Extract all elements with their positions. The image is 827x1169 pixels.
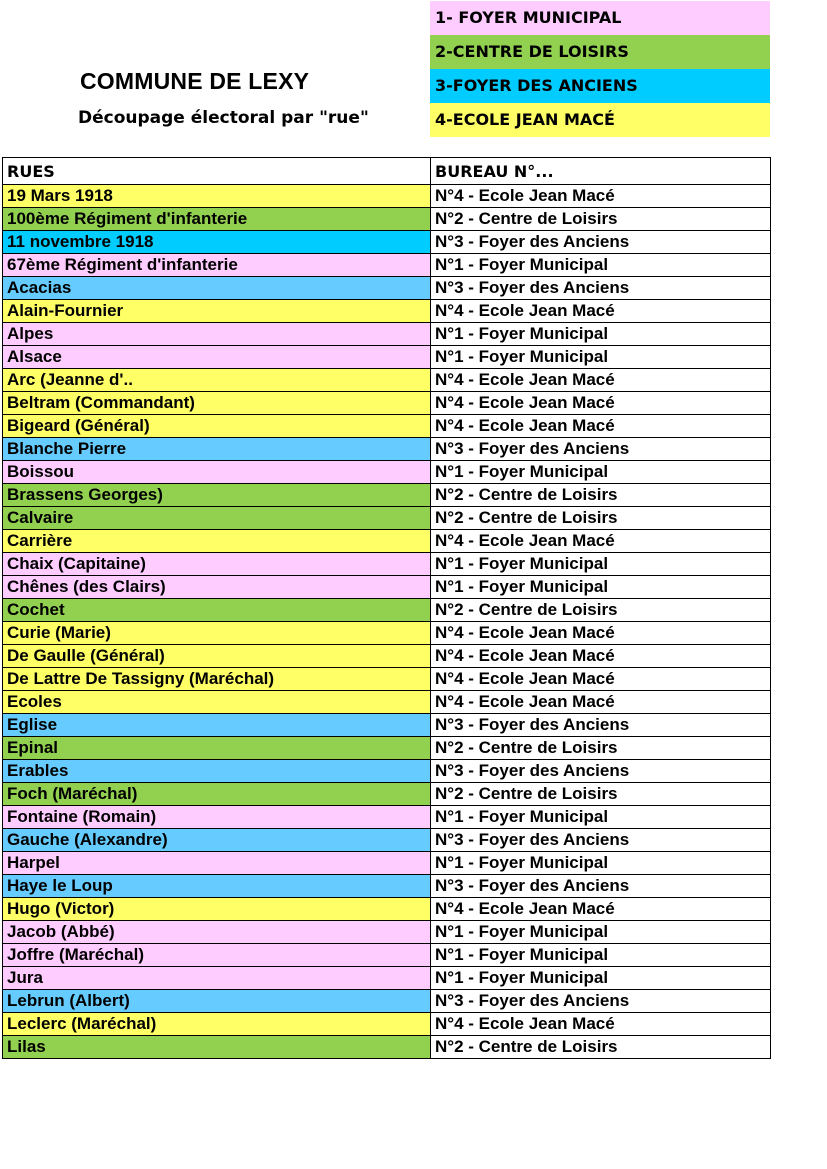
street-name-cell: Chaix (Capitaine): [3, 553, 431, 576]
table-row: [3, 921, 771, 944]
table-row: [3, 231, 771, 254]
street-name-cell: 11 novembre 1918: [3, 231, 431, 254]
street-name-cell: Eglise: [3, 714, 431, 737]
street-name-cell: Ecoles: [3, 691, 431, 714]
column-header-rues: RUES: [3, 158, 431, 185]
table-row: [3, 622, 771, 645]
table-row: [3, 346, 771, 369]
street-name-cell: Boissou: [3, 461, 431, 484]
polling-station-cell: N°2 - Centre de Loisirs: [431, 484, 771, 507]
table-row: [3, 852, 771, 875]
table-row: [3, 1036, 771, 1059]
table-header-row: [3, 158, 771, 185]
table-row: [3, 438, 771, 461]
polling-station-cell: N°1 - Foyer Municipal: [431, 806, 771, 829]
polling-station-cell: N°1 - Foyer Municipal: [431, 921, 771, 944]
polling-station-cell: N°2 - Centre de Loisirs: [431, 737, 771, 760]
polling-station-cell: N°3 - Foyer des Anciens: [431, 231, 771, 254]
table-row: [3, 806, 771, 829]
polling-station-cell: N°4 - Ecole Jean Macé: [431, 1013, 771, 1036]
polling-station-cell: N°4 - Ecole Jean Macé: [431, 645, 771, 668]
polling-station-cell: N°2 - Centre de Loisirs: [431, 1036, 771, 1059]
street-name-cell: Gauche (Alexandre): [3, 829, 431, 852]
table-row: [3, 645, 771, 668]
table-row: [3, 944, 771, 967]
street-name-cell: Lilas: [3, 1036, 431, 1059]
table-row: [3, 300, 771, 323]
table-row: [3, 760, 771, 783]
table-row: [3, 461, 771, 484]
legend-item-foyer-des-anciens: 3-FOYER DES ANCIENS: [430, 69, 770, 103]
legend-item-centre-de-loisirs: 2-CENTRE DE LOISIRS: [430, 35, 770, 69]
table-row: [3, 898, 771, 921]
polling-station-cell: N°4 - Ecole Jean Macé: [431, 415, 771, 438]
street-name-cell: De Lattre De Tassigny (Maréchal): [3, 668, 431, 691]
table-row: [3, 714, 771, 737]
polling-station-cell: N°1 - Foyer Municipal: [431, 967, 771, 990]
polling-station-cell: N°3 - Foyer des Anciens: [431, 829, 771, 852]
legend: [430, 1, 770, 137]
street-name-cell: Beltram (Commandant): [3, 392, 431, 415]
street-name-cell: Acacias: [3, 277, 431, 300]
polling-station-cell: N°3 - Foyer des Anciens: [431, 760, 771, 783]
street-name-cell: Joffre (Maréchal): [3, 944, 431, 967]
polling-station-cell: N°1 - Foyer Municipal: [431, 553, 771, 576]
street-name-cell: Blanche Pierre: [3, 438, 431, 461]
polling-station-cell: N°1 - Foyer Municipal: [431, 944, 771, 967]
table-row: [3, 576, 771, 599]
polling-station-cell: N°1 - Foyer Municipal: [431, 254, 771, 277]
table-row: [3, 553, 771, 576]
street-name-cell: Fontaine (Romain): [3, 806, 431, 829]
table-row: [3, 691, 771, 714]
table-row: [3, 254, 771, 277]
polling-station-cell: N°4 - Ecole Jean Macé: [431, 691, 771, 714]
table-row: [3, 875, 771, 898]
street-name-cell: Hugo (Victor): [3, 898, 431, 921]
polling-station-cell: N°4 - Ecole Jean Macé: [431, 392, 771, 415]
polling-station-cell: N°3 - Foyer des Anciens: [431, 875, 771, 898]
polling-station-cell: N°3 - Foyer des Anciens: [431, 277, 771, 300]
table-row: [3, 392, 771, 415]
street-name-cell: Cochet: [3, 599, 431, 622]
table-row: [3, 415, 771, 438]
polling-station-cell: N°4 - Ecole Jean Macé: [431, 369, 771, 392]
table-row: [3, 507, 771, 530]
street-name-cell: Carrière: [3, 530, 431, 553]
polling-station-cell: N°4 - Ecole Jean Macé: [431, 898, 771, 921]
table-row: [3, 599, 771, 622]
street-name-cell: Erables: [3, 760, 431, 783]
street-name-cell: 19 Mars 1918: [3, 185, 431, 208]
polling-station-cell: N°1 - Foyer Municipal: [431, 346, 771, 369]
polling-station-cell: N°2 - Centre de Loisirs: [431, 208, 771, 231]
street-name-cell: Harpel: [3, 852, 431, 875]
street-name-cell: Alpes: [3, 323, 431, 346]
polling-station-cell: N°4 - Ecole Jean Macé: [431, 668, 771, 691]
street-name-cell: Calvaire: [3, 507, 431, 530]
polling-station-cell: N°1 - Foyer Municipal: [431, 461, 771, 484]
street-name-cell: 100ème Régiment d'infanterie: [3, 208, 431, 231]
street-name-cell: Lebrun (Albert): [3, 990, 431, 1013]
street-name-cell: Foch (Maréchal): [3, 783, 431, 806]
street-name-cell: Jura: [3, 967, 431, 990]
polling-station-cell: N°3 - Foyer des Anciens: [431, 714, 771, 737]
table-row: [3, 277, 771, 300]
street-name-cell: Bigeard (Général): [3, 415, 431, 438]
column-header-bureau: BUREAU N°...: [431, 158, 771, 185]
polling-station-cell: N°4 - Ecole Jean Macé: [431, 185, 771, 208]
street-name-cell: Jacob (Abbé): [3, 921, 431, 944]
table-row: [3, 1013, 771, 1036]
street-name-cell: Epinal: [3, 737, 431, 760]
page-subtitle: Découpage électoral par "rue": [78, 108, 369, 128]
table-row: [3, 185, 771, 208]
street-name-cell: Haye le Loup: [3, 875, 431, 898]
street-name-cell: Leclerc (Maréchal): [3, 1013, 431, 1036]
legend-item-foyer-municipal: 1- FOYER MUNICIPAL: [430, 1, 770, 35]
table-row: [3, 369, 771, 392]
table-row: [3, 484, 771, 507]
polling-station-cell: N°1 - Foyer Municipal: [431, 323, 771, 346]
street-name-cell: Curie (Marie): [3, 622, 431, 645]
street-name-cell: Arc (Jeanne d'..: [3, 369, 431, 392]
polling-station-cell: N°2 - Centre de Loisirs: [431, 783, 771, 806]
street-name-cell: Brassens Georges): [3, 484, 431, 507]
street-name-cell: De Gaulle (Général): [3, 645, 431, 668]
street-name-cell: Alsace: [3, 346, 431, 369]
street-name-cell: Chênes (des Clairs): [3, 576, 431, 599]
table-row: [3, 967, 771, 990]
table-row: [3, 530, 771, 553]
polling-station-cell: N°2 - Centre de Loisirs: [431, 507, 771, 530]
table-row: [3, 737, 771, 760]
page-title: COMMUNE DE LEXY: [80, 68, 310, 94]
polling-station-cell: N°2 - Centre de Loisirs: [431, 599, 771, 622]
table-row: [3, 783, 771, 806]
table-row: [3, 208, 771, 231]
table-row: [3, 990, 771, 1013]
polling-station-cell: N°3 - Foyer des Anciens: [431, 438, 771, 461]
polling-station-cell: N°1 - Foyer Municipal: [431, 576, 771, 599]
table-row: [3, 323, 771, 346]
table-row: [3, 668, 771, 691]
polling-station-cell: N°4 - Ecole Jean Macé: [431, 530, 771, 553]
streets-table: [2, 157, 771, 1059]
polling-station-cell: N°4 - Ecole Jean Macé: [431, 300, 771, 323]
polling-station-cell: N°1 - Foyer Municipal: [431, 852, 771, 875]
legend-item-ecole-jean-mace: 4-ECOLE JEAN MACÉ: [430, 103, 770, 137]
polling-station-cell: N°3 - Foyer des Anciens: [431, 990, 771, 1013]
table-row: [3, 829, 771, 852]
street-name-cell: 67ème Régiment d'infanterie: [3, 254, 431, 277]
polling-station-cell: N°4 - Ecole Jean Macé: [431, 622, 771, 645]
street-name-cell: Alain-Fournier: [3, 300, 431, 323]
